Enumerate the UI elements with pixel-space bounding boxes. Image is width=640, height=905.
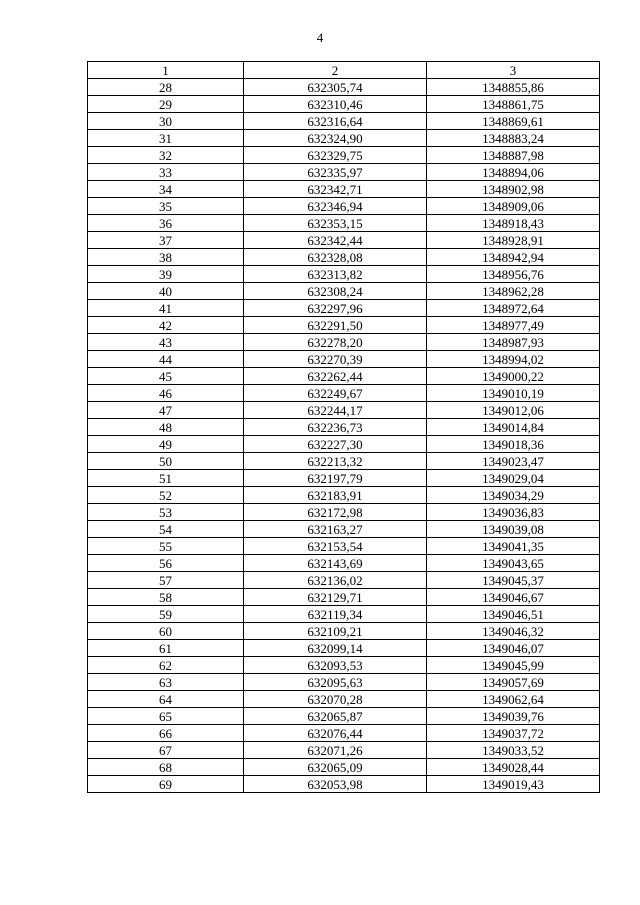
table-row — [88, 96, 600, 113]
cell-x-coordinate: 632153,54 — [244, 538, 427, 555]
table-row — [88, 691, 600, 708]
cell-x-coordinate: 632291,50 — [244, 317, 427, 334]
cell-x-coordinate: 632278,20 — [244, 334, 427, 351]
cell-x-coordinate: 632316,64 — [244, 113, 427, 130]
cell-point-number: 45 — [88, 368, 244, 385]
cell-y-coordinate: 1349018,36 — [427, 436, 600, 453]
cell-y-coordinate: 1349043,65 — [427, 555, 600, 572]
cell-y-coordinate: 1349014,84 — [427, 419, 600, 436]
cell-x-coordinate: 632236,73 — [244, 419, 427, 436]
header-row — [88, 62, 600, 79]
cell-point-number: 64 — [88, 691, 244, 708]
cell-x-coordinate: 632227,30 — [244, 436, 427, 453]
table-row — [88, 453, 600, 470]
table-row — [88, 215, 600, 232]
cell-y-coordinate: 1349046,67 — [427, 589, 600, 606]
cell-point-number: 30 — [88, 113, 244, 130]
cell-point-number: 51 — [88, 470, 244, 487]
cell-point-number: 33 — [88, 164, 244, 181]
cell-x-coordinate: 632071,26 — [244, 742, 427, 759]
table-row — [88, 538, 600, 555]
cell-y-coordinate: 1349037,72 — [427, 725, 600, 742]
cell-x-coordinate: 632129,71 — [244, 589, 427, 606]
table-row — [88, 79, 600, 96]
cell-x-coordinate: 632335,97 — [244, 164, 427, 181]
cell-point-number: 67 — [88, 742, 244, 759]
cell-y-coordinate: 1349045,37 — [427, 572, 600, 589]
cell-x-coordinate: 632342,71 — [244, 181, 427, 198]
table-row — [88, 555, 600, 572]
cell-point-number: 38 — [88, 249, 244, 266]
cell-y-coordinate: 1348861,75 — [427, 96, 600, 113]
cell-y-coordinate: 1348887,98 — [427, 147, 600, 164]
cell-x-coordinate: 632297,96 — [244, 300, 427, 317]
cell-y-coordinate: 1348883,24 — [427, 130, 600, 147]
cell-point-number: 62 — [88, 657, 244, 674]
cell-y-coordinate: 1348928,91 — [427, 232, 600, 249]
cell-y-coordinate: 1349041,35 — [427, 538, 600, 555]
cell-y-coordinate: 1349039,08 — [427, 521, 600, 538]
table-row — [88, 759, 600, 776]
cell-point-number: 40 — [88, 283, 244, 300]
cell-x-coordinate: 632183,91 — [244, 487, 427, 504]
table-row — [88, 113, 600, 130]
cell-x-coordinate: 632099,14 — [244, 640, 427, 657]
cell-x-coordinate: 632249,67 — [244, 385, 427, 402]
table-row — [88, 708, 600, 725]
cell-y-coordinate: 1349033,52 — [427, 742, 600, 759]
table-row — [88, 589, 600, 606]
cell-point-number: 35 — [88, 198, 244, 215]
cell-x-coordinate: 632109,21 — [244, 623, 427, 640]
cell-y-coordinate: 1348972,64 — [427, 300, 600, 317]
cell-x-coordinate: 632093,53 — [244, 657, 427, 674]
cell-y-coordinate: 1349034,29 — [427, 487, 600, 504]
cell-point-number: 36 — [88, 215, 244, 232]
cell-point-number: 42 — [88, 317, 244, 334]
column-header-point-number: 1 — [88, 62, 244, 79]
cell-y-coordinate: 1349010,19 — [427, 385, 600, 402]
cell-y-coordinate: 1348855,86 — [427, 79, 600, 96]
cell-point-number: 69 — [88, 776, 244, 793]
table-row — [88, 657, 600, 674]
table-row — [88, 623, 600, 640]
table-row — [88, 606, 600, 623]
cell-x-coordinate: 632270,39 — [244, 351, 427, 368]
cell-x-coordinate: 632324,90 — [244, 130, 427, 147]
cell-point-number: 52 — [88, 487, 244, 504]
cell-y-coordinate: 1349029,04 — [427, 470, 600, 487]
cell-point-number: 61 — [88, 640, 244, 657]
cell-y-coordinate: 1349019,43 — [427, 776, 600, 793]
cell-point-number: 58 — [88, 589, 244, 606]
cell-x-coordinate: 632136,02 — [244, 572, 427, 589]
table-row — [88, 317, 600, 334]
cell-y-coordinate: 1348918,43 — [427, 215, 600, 232]
cell-y-coordinate: 1349039,76 — [427, 708, 600, 725]
table-row — [88, 147, 600, 164]
table-row — [88, 436, 600, 453]
table-row — [88, 419, 600, 436]
table-row — [88, 402, 600, 419]
cell-point-number: 41 — [88, 300, 244, 317]
cell-x-coordinate: 632163,27 — [244, 521, 427, 538]
cell-x-coordinate: 632342,44 — [244, 232, 427, 249]
cell-y-coordinate: 1349046,51 — [427, 606, 600, 623]
cell-x-coordinate: 632308,24 — [244, 283, 427, 300]
cell-y-coordinate: 1348962,28 — [427, 283, 600, 300]
cell-point-number: 55 — [88, 538, 244, 555]
table-row — [88, 181, 600, 198]
cell-point-number: 31 — [88, 130, 244, 147]
table-row — [88, 198, 600, 215]
cell-y-coordinate: 1348987,93 — [427, 334, 600, 351]
cell-point-number: 56 — [88, 555, 244, 572]
table-row — [88, 249, 600, 266]
table-row — [88, 521, 600, 538]
cell-x-coordinate: 632313,82 — [244, 266, 427, 283]
cell-x-coordinate: 632095,63 — [244, 674, 427, 691]
cell-x-coordinate: 632076,44 — [244, 725, 427, 742]
cell-point-number: 66 — [88, 725, 244, 742]
table-row — [88, 640, 600, 657]
column-header-y-coordinate: 3 — [427, 62, 600, 79]
cell-y-coordinate: 1349028,44 — [427, 759, 600, 776]
cell-x-coordinate: 632143,69 — [244, 555, 427, 572]
cell-x-coordinate: 632305,74 — [244, 79, 427, 96]
coordinates-table — [87, 61, 600, 793]
cell-point-number: 29 — [88, 96, 244, 113]
table-row — [88, 266, 600, 283]
cell-x-coordinate: 632310,46 — [244, 96, 427, 113]
cell-point-number: 28 — [88, 79, 244, 96]
table-row — [88, 674, 600, 691]
cell-y-coordinate: 1349046,32 — [427, 623, 600, 640]
cell-x-coordinate: 632070,28 — [244, 691, 427, 708]
table-row — [88, 334, 600, 351]
table-row — [88, 487, 600, 504]
table-row — [88, 300, 600, 317]
table-row — [88, 742, 600, 759]
table-row — [88, 164, 600, 181]
cell-point-number: 50 — [88, 453, 244, 470]
cell-point-number: 59 — [88, 606, 244, 623]
table-row — [88, 725, 600, 742]
table-body — [88, 79, 600, 793]
cell-x-coordinate: 632346,94 — [244, 198, 427, 215]
table-row — [88, 130, 600, 147]
page-number: 4 — [316, 30, 324, 45]
cell-point-number: 46 — [88, 385, 244, 402]
cell-x-coordinate: 632065,09 — [244, 759, 427, 776]
cell-x-coordinate: 632172,98 — [244, 504, 427, 521]
cell-x-coordinate: 632329,75 — [244, 147, 427, 164]
cell-point-number: 32 — [88, 147, 244, 164]
cell-point-number: 43 — [88, 334, 244, 351]
cell-y-coordinate: 1348956,76 — [427, 266, 600, 283]
cell-y-coordinate: 1349046,07 — [427, 640, 600, 657]
cell-y-coordinate: 1349012,06 — [427, 402, 600, 419]
cell-point-number: 53 — [88, 504, 244, 521]
cell-point-number: 57 — [88, 572, 244, 589]
cell-point-number: 54 — [88, 521, 244, 538]
cell-point-number: 48 — [88, 419, 244, 436]
cell-y-coordinate: 1348909,06 — [427, 198, 600, 215]
table-row — [88, 776, 600, 793]
table-row — [88, 283, 600, 300]
table-row — [88, 351, 600, 368]
table-row — [88, 572, 600, 589]
cell-x-coordinate: 632053,98 — [244, 776, 427, 793]
cell-y-coordinate: 1348977,49 — [427, 317, 600, 334]
cell-y-coordinate: 1348994,02 — [427, 351, 600, 368]
table-row — [88, 385, 600, 402]
cell-point-number: 47 — [88, 402, 244, 419]
column-header-x-coordinate: 2 — [244, 62, 427, 79]
cell-point-number: 34 — [88, 181, 244, 198]
cell-x-coordinate: 632065,87 — [244, 708, 427, 725]
cell-y-coordinate: 1349000,22 — [427, 368, 600, 385]
table-row — [88, 504, 600, 521]
cell-y-coordinate: 1349057,69 — [427, 674, 600, 691]
cell-point-number: 63 — [88, 674, 244, 691]
table-header — [88, 62, 600, 79]
cell-point-number: 49 — [88, 436, 244, 453]
cell-y-coordinate: 1349023,47 — [427, 453, 600, 470]
cell-y-coordinate: 1348942,94 — [427, 249, 600, 266]
table-row — [88, 470, 600, 487]
cell-y-coordinate: 1349036,83 — [427, 504, 600, 521]
cell-y-coordinate: 1348869,61 — [427, 113, 600, 130]
cell-point-number: 39 — [88, 266, 244, 283]
cell-x-coordinate: 632353,15 — [244, 215, 427, 232]
cell-point-number: 37 — [88, 232, 244, 249]
cell-y-coordinate: 1348894,06 — [427, 164, 600, 181]
table-row — [88, 368, 600, 385]
cell-y-coordinate: 1348902,98 — [427, 181, 600, 198]
cell-x-coordinate: 632213,32 — [244, 453, 427, 470]
cell-x-coordinate: 632197,79 — [244, 470, 427, 487]
cell-y-coordinate: 1349062,64 — [427, 691, 600, 708]
cell-point-number: 44 — [88, 351, 244, 368]
cell-y-coordinate: 1349045,99 — [427, 657, 600, 674]
cell-x-coordinate: 632119,34 — [244, 606, 427, 623]
cell-point-number: 60 — [88, 623, 244, 640]
cell-x-coordinate: 632244,17 — [244, 402, 427, 419]
cell-point-number: 68 — [88, 759, 244, 776]
cell-x-coordinate: 632262,44 — [244, 368, 427, 385]
cell-point-number: 65 — [88, 708, 244, 725]
table-row — [88, 232, 600, 249]
cell-x-coordinate: 632328,08 — [244, 249, 427, 266]
